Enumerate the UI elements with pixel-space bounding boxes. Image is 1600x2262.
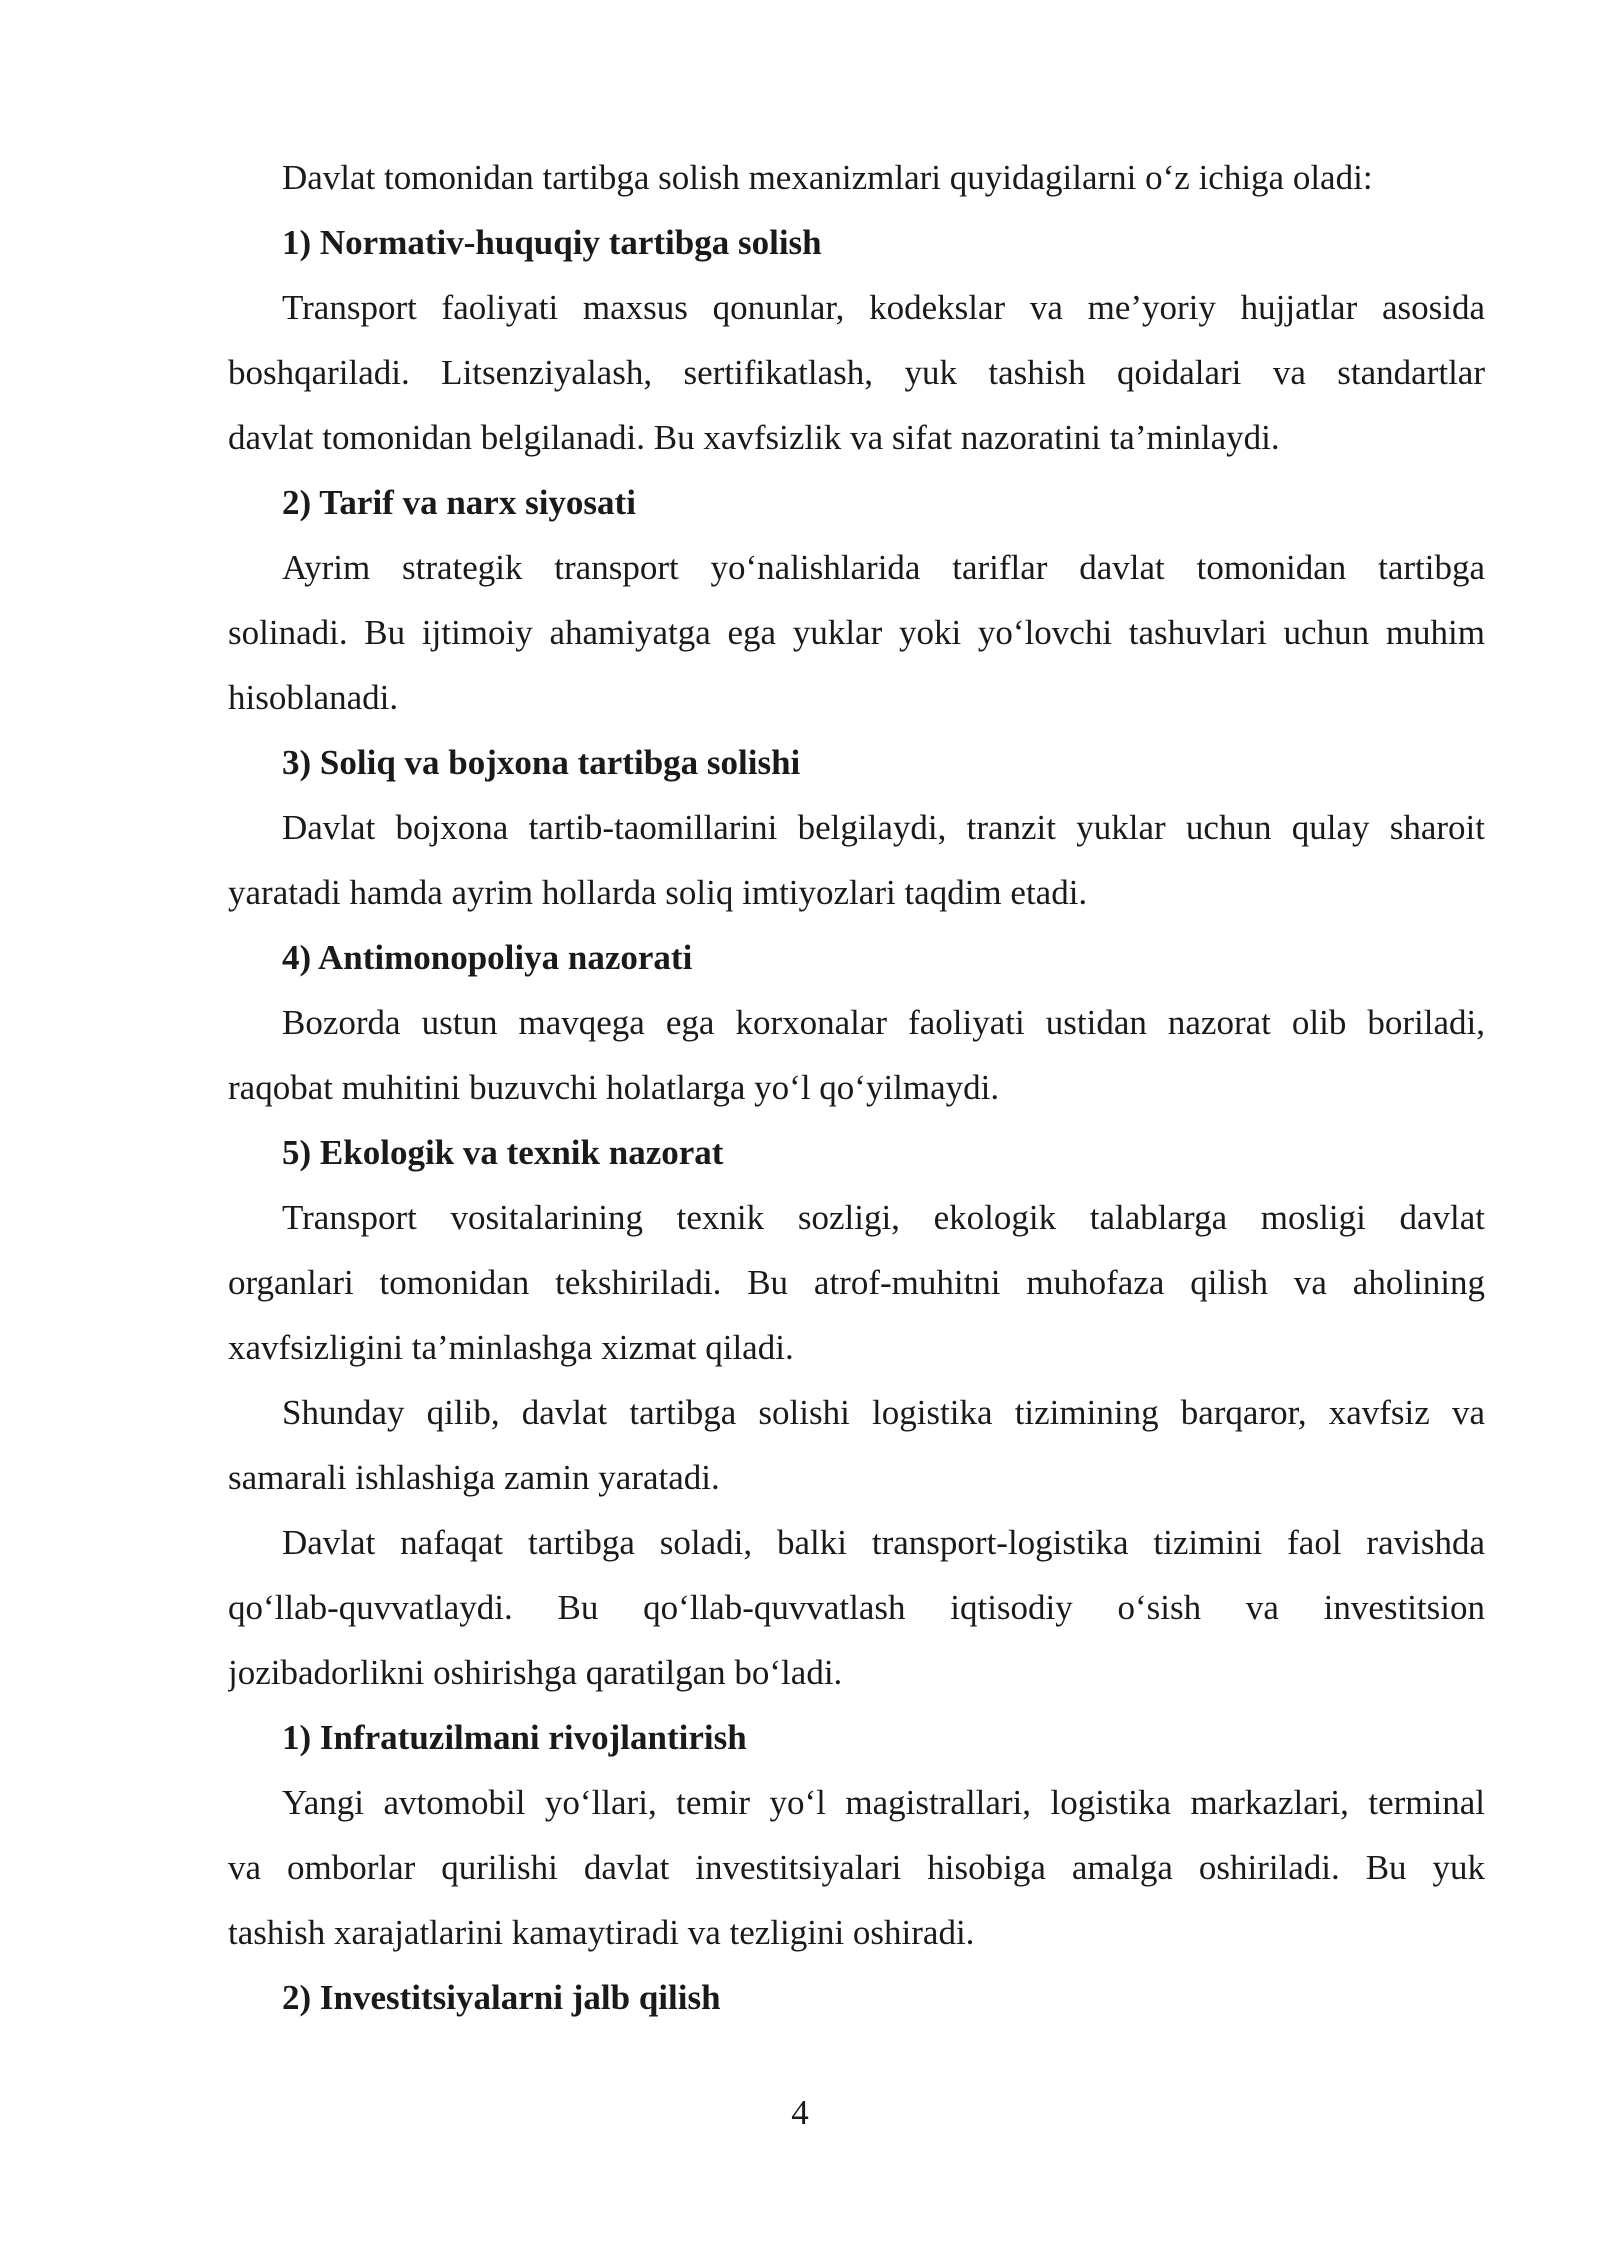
text-line: tashish xarajatlarini kamaytiradi va tezligini oshiradi. (228, 1913, 975, 1952)
text-line: yaratadi hamda ayrim hollarda soliq imtiyozlari taqdim etadi. (228, 873, 1088, 912)
paragraph-intro (228, 145, 1485, 210)
text-line: samarali ishlashiga zamin yaratadi. (228, 1458, 720, 1497)
paragraph (228, 1185, 1485, 1380)
paragraph (228, 990, 1485, 1120)
text-line: Transport faoliyati maxsus qonunlar, kodekslar va me’yoriy hujjatlar asosida (282, 288, 1485, 327)
section-heading: 1) Infratuzilmani rivojlantirish (282, 1718, 747, 1757)
page-number: 4 (791, 2093, 809, 2132)
text-line: xavfsizligini ta’minlashga xizmat qiladi. (228, 1328, 794, 1367)
text-line: Davlat bojxona tartib-taomillarini belgilaydi, tranzit yuklar uchun qulay sharoit (282, 808, 1485, 847)
text-line: Bozorda ustun mavqega ega korxonalar faoliyati ustidan nazorat olib boriladi, (282, 1003, 1485, 1042)
text-line: organlari tomonidan tekshiriladi. Bu atrof-muhitni muhofaza qilish va aholining (228, 1263, 1485, 1302)
section-heading: 2) Tarif va narx siyosati (282, 483, 636, 522)
text-line: Transport vositalarining texnik sozligi, ekologik talablarga mosligi davlat (282, 1198, 1485, 1237)
document-page (228, 145, 1485, 2030)
text-line: boshqariladi. Litsenziyalash, sertifikatlash, yuk tashish qoidalari va standartlar (228, 353, 1485, 392)
text-line: hisoblanadi. (228, 678, 399, 717)
section-heading: 1) Normativ-huquqiy tartibga solish (282, 223, 822, 262)
section-heading: 2) Investitsiyalarni jalb qilish (282, 1978, 721, 2017)
text-line: va omborlar qurilishi davlat investitsiyalari hisobiga amalga oshiriladi. Bu yuk (228, 1848, 1485, 1887)
section-heading: 5) Ekologik va texnik nazorat (282, 1133, 724, 1172)
text-line: Davlat tomonidan tartibga solish mexanizmlari quyidagilarni o‘z ichiga oladi: (282, 158, 1373, 197)
section-heading: 3) Soliq va bojxona tartibga solishi (282, 743, 801, 782)
paragraph (228, 1770, 1485, 1965)
paragraph (228, 795, 1485, 925)
paragraph (228, 1510, 1485, 1705)
text-line: Davlat nafaqat tartibga soladi, balki transport-logistika tizimini faol ravishda (282, 1523, 1485, 1562)
paragraph (228, 535, 1485, 730)
text-line: Shunday qilib, davlat tartibga solishi logistika tizimining barqaror, xavfsiz va (282, 1393, 1485, 1432)
text-line: Ayrim strategik transport yo‘nalishlarida tariflar davlat tomonidan tartibga (282, 548, 1485, 587)
section-heading: 4) Antimonopoliya nazorati (282, 938, 693, 977)
paragraph (228, 1380, 1485, 1510)
text-line: Yangi avtomobil yo‘llari, temir yo‘l magistrallari, logistika markazlari, terminal (282, 1783, 1485, 1822)
text-line: jozibadorlikni oshirishga qaratilgan bo‘ladi. (228, 1653, 843, 1692)
text-line: raqobat muhitini buzuvchi holatlarga yo‘l qo‘yilmaydi. (228, 1068, 1000, 1107)
text-line: qo‘llab-quvvatlaydi. Bu qo‘llab-quvvatlash iqtisodiy o‘sish va investitsion (228, 1588, 1485, 1627)
paragraph (228, 275, 1485, 470)
text-line: solinadi. Bu ijtimoiy ahamiyatga ega yuklar yoki yo‘lovchi tashuvlari uchun muhim (228, 613, 1485, 652)
text-line: davlat tomonidan belgilanadi. Bu xavfsizlik va sifat nazoratini ta’minlaydi. (228, 418, 1280, 457)
